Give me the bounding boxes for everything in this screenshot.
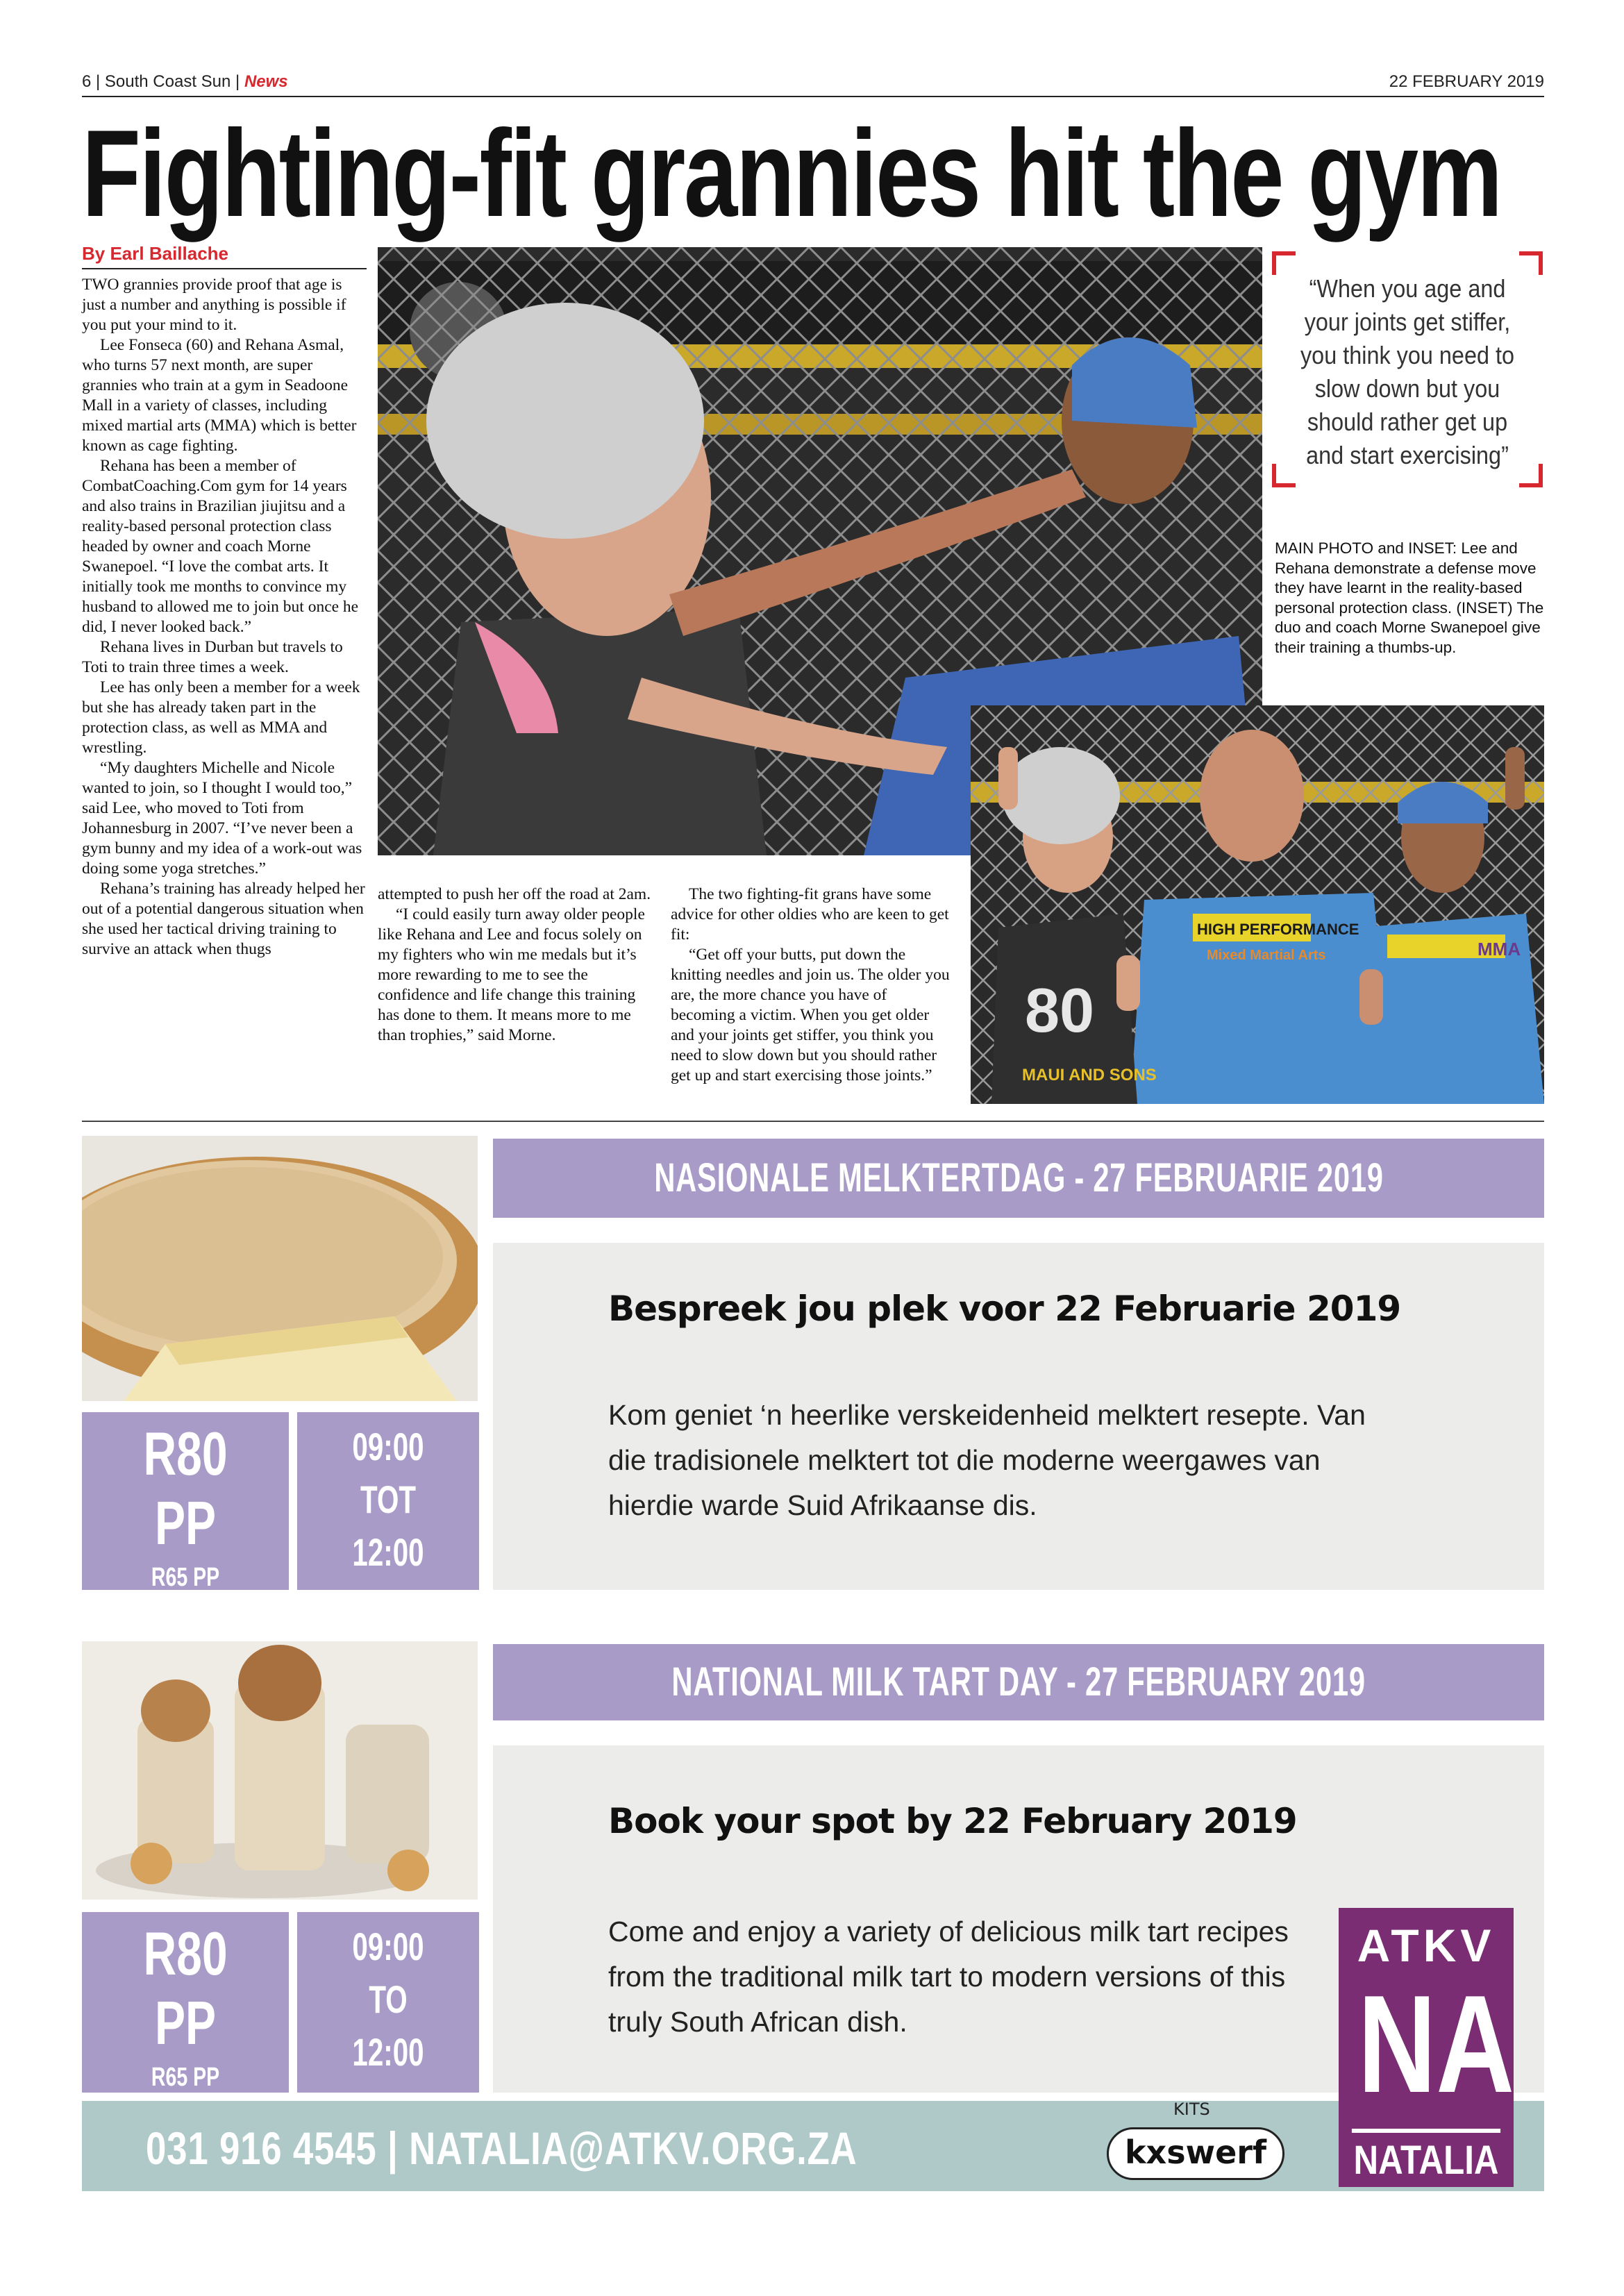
ad-subheading: Bespreek jou plek voor 22 Februarie 2019 <box>608 1289 1401 1329</box>
price-box-afrikaans <box>82 1412 289 1631</box>
page-info: 6 | South Coast Sun | <box>82 72 240 91</box>
milk-tart-art <box>82 1136 478 1401</box>
contact-bar <box>82 2101 1544 2191</box>
issue-date: 22 FEBRUARY 2019 <box>1389 72 1544 91</box>
paragraph: The two fighting-fit grans have some advice for other oldies who are keen to get fit: <box>671 885 949 944</box>
ad-body: Kom geniet ‘n heerlike verskeidenheid melktert resepte. Van die tradisionele melktert tot die moderne weergawes van hierdie warde Suid Afrikaanse dis. <box>608 1399 1366 1521</box>
banner-english <box>493 1644 1544 1720</box>
paragraph: Lee Fonseca (60) and Rehana Asmal, who turns 57 next month, are super grannies who train at a gym in Seadoone Mall in a variety of classes, including mixed martial arts (MMA) which is better known as cage fighting. <box>82 336 357 455</box>
atkv-region: NATALIA <box>1352 2129 1500 2184</box>
page-folio <box>82 72 288 92</box>
price-group: PENSIONARISSE <box>108 1602 271 1631</box>
paragraph: “Get off your butts, put down the knitting needles and join us. The older you are, the more chance you have of becoming a victim. When you get older and your joints get stiffer, you think you need to slow down but you should rather get up and start exercising those joints.” <box>671 946 950 1084</box>
byline-rule <box>82 268 367 269</box>
panel-afrikaans <box>493 1243 1544 1590</box>
quote-corner <box>1519 251 1543 275</box>
paragraph: Rehana lives in Durban but travels to Toti to train three times a week. <box>82 638 343 676</box>
time-separator: TO <box>369 1977 408 2021</box>
atkv-na-mark: NA <box>1357 1967 1515 2122</box>
time-end: 12:00 <box>352 1530 424 1574</box>
inset-shirt-text: MAUI AND SONS <box>1022 1066 1157 1084</box>
paragraph: Lee has only been a member for a week but she has already taken part in the protection class, as well as MMA and wrestling. <box>82 678 360 757</box>
time-start: 09:00 <box>352 1925 424 1968</box>
time-end: 12:00 <box>352 2030 424 2074</box>
time-box-afrikaans <box>297 1412 479 1590</box>
kxswerf-logo <box>1107 2100 1294 2186</box>
header-rule <box>82 96 1544 97</box>
price-reduced: R65 PP <box>151 1563 220 1592</box>
time-box-english <box>297 1912 479 2093</box>
inset-shirt-text: HIGH PERFORMANCE <box>1197 921 1359 938</box>
contact-details: 031 916 4545 | NATALIA@ATKV.ORG.ZA <box>146 2122 857 2174</box>
banner-afrikaans <box>493 1139 1544 1218</box>
ad-subheading: Book your spot by 22 February 2019 <box>608 1801 1297 1841</box>
paragraph: attempted to push her off the road at 2am. <box>378 885 651 903</box>
time-start: 09:00 <box>352 1425 424 1468</box>
ad-body: Come and enjoy a variety of delicious milk tart recipes from the traditional milk tart to modern versions of this truly South African dish. <box>608 1916 1289 2038</box>
article-column-3 <box>671 885 950 1086</box>
milk-tart-dessert-photo <box>82 1641 478 1900</box>
paragraph: Rehana has been a member of CombatCoaching.Com gym for 14 years and also trains in Brazilian jiujitsu and a reality-based personal protection class headed by owner and coach Morne Swanepoel. “I love the combat arts. It initially took me months to convince my husband to allowed me to join but once he did, I never looked back.” <box>82 457 359 636</box>
section-label: News <box>244 72 288 91</box>
byline: By Earl Baillache <box>82 243 228 264</box>
dessert-art <box>82 1641 478 1900</box>
article-headline: Fighting-fit grannies hit the gym <box>82 104 1501 242</box>
milk-tart-photo <box>82 1136 478 1401</box>
paragraph: Rehana’s training has already helped her out of a potential dangerous situation when she used her tactical driving training to survive an attack when thugs <box>82 880 365 958</box>
inset-photo-art <box>971 705 1544 1104</box>
quote-corner <box>1272 464 1296 487</box>
kxswerf-wordmark: kxswerf <box>1107 2127 1284 2180</box>
section-divider <box>82 1121 1544 1122</box>
price-main: R80 PP <box>143 1919 228 2057</box>
article-column-2 <box>378 885 655 1046</box>
paragraph: TWO grannies provide proof that age is just a number and anything is possible if you put your mind to it. <box>82 276 346 334</box>
inset-photo <box>971 705 1544 1104</box>
article-column-1 <box>82 275 367 960</box>
banner-text: NATIONAL MILK TART DAY - 27 FEBRUARY 2019 <box>671 1659 1366 1704</box>
kxswerf-small-text: KITS <box>1173 2100 1210 2119</box>
photo-caption: MAIN PHOTO and INSET: Lee and Rehana demonstrate a defense move they have learnt in the reality-based personal protection class. (INSET) The duo and coach Morne Swanepoel give their training a thumbs-up. <box>1275 539 1544 656</box>
price-reduced: R65 PP <box>151 2063 220 2092</box>
atkv-wordmark: ATKV <box>1357 1920 1496 1971</box>
pull-quote-box <box>1272 251 1543 487</box>
inset-shirt-text: Mixed Martial Arts <box>1207 948 1326 963</box>
paragraph: “My daughters Michelle and Nicole wanted to join, so I thought I would too,” said Lee, who moved to Toti from Johannesburg in 2007. “I’ve never been a gym bunny and my idea of a work-out was doing some yoga stretches.” <box>82 759 362 878</box>
pull-quote-text: “When you age and your joints get stiffer, you think you need to slow down but you should rather get up and start exercising” <box>1300 274 1515 469</box>
price-main: R80 PP <box>143 1419 228 1557</box>
banner-text: NASIONALE MELKTERTDAG - 27 FEBRUARIE 2019 <box>653 1155 1384 1200</box>
quote-corner <box>1272 251 1296 275</box>
inset-shirt-text: 80 <box>1025 976 1095 1046</box>
inset-shirt-text: MMA <box>1477 939 1521 960</box>
paragraph: “I could easily turn away older people like Rehana and Lee and focus solely on my fighters who win me medals but it’s more rewarding to me to see the confidence and life change this training has done to them. It means more to me than trophies,” said Morne. <box>378 905 645 1044</box>
atkv-natalia-logo <box>1339 1908 1514 2187</box>
time-separator: TOT <box>360 1477 416 1521</box>
quote-corner <box>1519 464 1543 487</box>
price-box-english <box>82 1912 289 2093</box>
